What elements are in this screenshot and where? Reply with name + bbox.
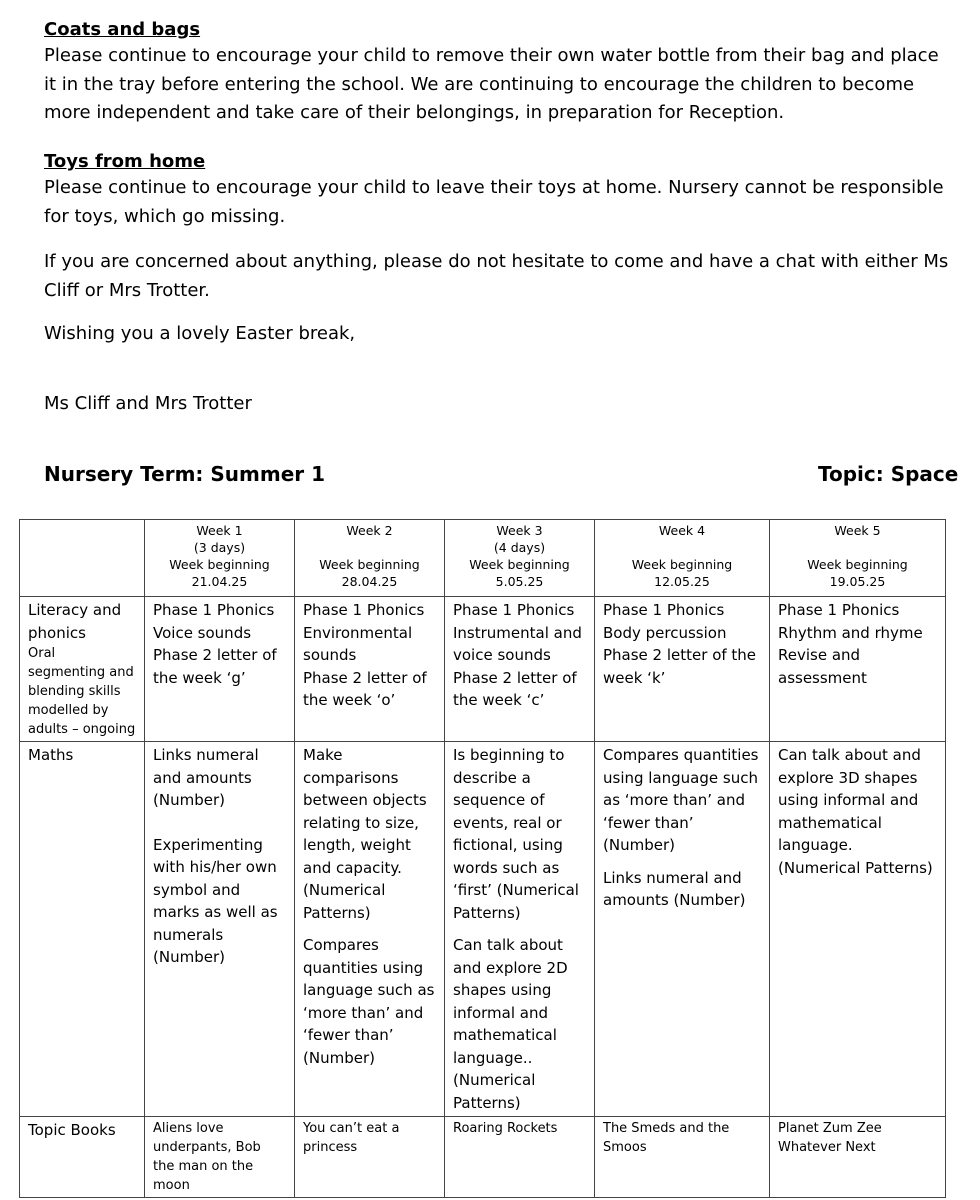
row-note: Oral segmenting and blending skills modelled by adults – ongoing: [28, 646, 136, 737]
table-cell: The Smeds and the Smoos: [595, 1117, 770, 1198]
row-label: Topic Books: [20, 1117, 145, 1198]
cell-paragraph: Experimenting with his/her own symbol and marks as well as numerals (Number): [153, 835, 278, 966]
cell-line: Phase 2 letter of the week ‘g’: [153, 646, 277, 687]
topic-title: Topic: Space: [818, 462, 959, 486]
table-cell: [770, 597, 946, 742]
cell-line: Environmental sounds: [303, 623, 413, 664]
coats-text: Please continue to encourage your child to remove their own water bottle from their bag and place it in the tray before entering the school. We are continuing to encourage the children to become more independent and take care of their belongings, in preparation for Reception.: [44, 45, 939, 123]
week-header: [445, 520, 595, 597]
cell-line: Body percussion: [603, 623, 727, 642]
week-label: Week 5: [834, 523, 881, 538]
row-label: Literacy and phonics: [28, 601, 122, 642]
concern-text: If you are concerned about anything, please do not hesitate to come and have a chat with either Ms Cliff or Mrs Trotter.: [44, 251, 949, 301]
week-beginning: Week beginning 12.05.25: [631, 557, 733, 589]
week-label: Week 2: [346, 523, 393, 538]
literacy-row: [20, 597, 946, 742]
week-beginning: Week beginning 21.04.25: [169, 557, 270, 589]
week-header: [295, 520, 445, 597]
cell-line: Instrumental and voice sounds: [453, 623, 582, 664]
cell-line: Phase 2 letter of the week ‘k’: [603, 646, 757, 687]
cell-line: Phase 1 Phonics: [778, 601, 900, 619]
week-header: [770, 520, 946, 597]
table-cell: Roaring Rockets: [445, 1117, 595, 1198]
week-label: Week 3: [496, 523, 543, 538]
wishing-text: Wishing you a lovely Easter break,: [44, 323, 356, 344]
cell-paragraph: Compares quantities using language such as ‘more than’ and ‘fewer than’ (Number): [303, 936, 435, 1067]
coats-section: [44, 18, 956, 128]
term-plan-table: [19, 519, 946, 1198]
table-cell: [595, 597, 770, 742]
table-header-row: [20, 520, 946, 597]
cell-paragraph: Links numeral and amounts (Number): [153, 746, 259, 809]
cell-paragraph: Links numeral and amounts (Number): [603, 868, 746, 909]
toys-text: Please continue to encourage your child to leave their toys at home. Nursery cannot be responsible for toys, which go missing.: [44, 177, 944, 227]
maths-row: [20, 742, 946, 1117]
coats-heading: Coats and bags: [44, 19, 201, 40]
cell-line: Phase 1 Phonics: [453, 601, 575, 619]
table-cell: [595, 742, 770, 1117]
week-beginning: Week beginning 5.05.25: [469, 557, 570, 589]
week-beginning: Week beginning 28.04.25: [319, 557, 420, 589]
cell-paragraph: Make comparisons between objects relating to size, length, weight and capacity. (Numerical Patterns): [303, 746, 427, 922]
table-cell: [770, 742, 946, 1117]
week-days: [778, 539, 937, 556]
cell-line: Phase 1 Phonics: [303, 601, 425, 619]
week-label: Week 4: [658, 523, 706, 538]
cell-line: Phase 1 Phonics: [603, 601, 725, 619]
cell-line: Voice sounds: [153, 623, 252, 642]
signoff: Ms Cliff and Mrs Trotter: [44, 393, 252, 414]
table-cell: [445, 597, 595, 742]
table-cell: [295, 742, 445, 1117]
table-cell: [295, 597, 445, 742]
week-beginning: Week beginning 19.05.25: [807, 557, 908, 589]
table-cell: Aliens love underpants, Bob the man on the moon: [145, 1117, 295, 1198]
cell-paragraph: Compares quantities using language such as ‘more than’ and ‘fewer than’ (Number): [603, 746, 759, 854]
cell-line: Rhythm and rhyme: [778, 623, 923, 642]
week-days: [303, 539, 436, 556]
cell-paragraph: Is beginning to describe a sequence of events, real or fictional, using words such as ‘first’ (Numerical Patterns): [453, 746, 579, 922]
cell-paragraph: Can talk about and explore 2D shapes using informal and mathematical language.. (Numerical Patterns): [453, 936, 568, 1112]
week-header: [145, 520, 295, 597]
table-cell: You can’t eat a princess: [295, 1117, 445, 1198]
table-cell: [145, 597, 295, 742]
week-days: (4 days): [493, 540, 546, 555]
row-label-cell: [20, 597, 145, 742]
term-title: Nursery Term: Summer 1: [44, 462, 326, 486]
cell-line: Revise and assessment: [778, 646, 867, 687]
table-cell: [145, 742, 295, 1117]
cell-paragraph: Can talk about and explore 3D shapes using informal and mathematical language. (Numerical Patterns): [778, 746, 933, 877]
week-days: [603, 539, 761, 556]
table-cell: [445, 742, 595, 1117]
topic-books-row: [20, 1117, 946, 1198]
cell-line: Phase 2 letter of the week ‘o’: [303, 668, 427, 709]
cell-line: Phase 2 letter of the week ‘c’: [453, 668, 577, 709]
row-label: Maths: [20, 742, 145, 1117]
table-cell: Planet Zum Zee Whatever Next: [770, 1117, 946, 1198]
cell-line: Phase 1 Phonics: [153, 601, 275, 619]
week-header: [595, 520, 770, 597]
toys-heading: Toys from home: [44, 151, 206, 172]
week-days: (3 days): [193, 540, 246, 555]
week-label: Week 1: [196, 523, 243, 538]
header-empty-cell: [20, 520, 145, 597]
toys-section: [44, 150, 956, 231]
